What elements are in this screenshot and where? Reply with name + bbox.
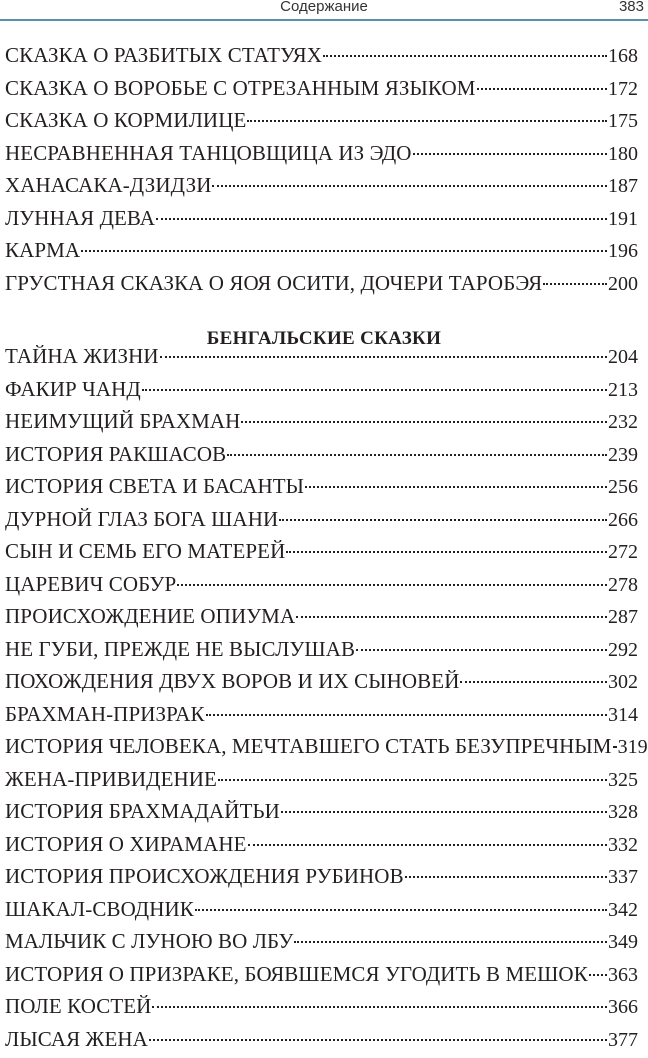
toc-entry [5, 270, 638, 303]
toc-entry-title: ИСТОРИЯ РАКШАСОВ [5, 441, 226, 467]
toc-entry-page: 239 [608, 442, 638, 468]
toc-entry [5, 172, 638, 205]
toc-entry-page: 349 [608, 929, 638, 955]
dot-leader [477, 88, 607, 90]
toc-entry-page: 319 [618, 734, 648, 760]
dot-leader [177, 584, 607, 586]
toc-entry-title: ДУРНОЙ ГЛАЗ БОГА ШАНИ [5, 506, 278, 532]
toc-entry-title: ИСТОРИЯ О ПРИЗРАКЕ, БОЯВШЕМСЯ УГОДИТЬ В МЕШОК [5, 961, 588, 987]
toc-entry-title: ФАКИР ЧАНД [5, 376, 141, 402]
dot-leader [160, 356, 607, 358]
toc-entry-title: ЦАРЕВИЧ СОБУР [5, 571, 176, 597]
dot-leader [294, 941, 607, 943]
toc-entry-page: 302 [608, 669, 638, 695]
header-rule [0, 19, 648, 21]
toc-entry-title: СКАЗКА О КОРМИЛИЦЕ [5, 107, 246, 133]
toc-entry [5, 441, 638, 474]
running-title: Содержание [0, 0, 648, 15]
toc-entry-page: 337 [608, 864, 638, 890]
toc-entry-page: 256 [608, 474, 638, 500]
dot-leader [460, 681, 607, 683]
toc-entry [5, 961, 638, 994]
toc-entry-title: НЕСРАВНЕННАЯ ТАНЦОВЩИЦА ИЗ ЭДО [5, 140, 412, 166]
toc-entry-title: СКАЗКА О РАЗБИТЫХ СТАТУЯХ [5, 42, 322, 68]
toc-entry-title: НЕИМУЩИЙ БРАХМАН [5, 408, 240, 434]
dot-leader [305, 486, 607, 488]
toc-entry [5, 896, 638, 929]
toc-entry [5, 42, 638, 75]
section-heading: БЕНГАЛЬСКИЕ СКАЗКИ [0, 328, 648, 350]
toc-entry [5, 798, 638, 831]
toc-entry-page: 342 [608, 897, 638, 923]
toc-entry [5, 636, 638, 669]
toc-entry-title: ИСТОРИЯ БРАХМАДАЙТЬИ [5, 798, 280, 824]
toc-entry-page: 314 [608, 702, 638, 728]
dot-leader [241, 421, 607, 423]
toc-entry-page: 292 [608, 637, 638, 663]
toc-entry-title: ИСТОРИЯ ПРОИСХОЖДЕНИЯ РУБИНОВ [5, 863, 404, 889]
dot-leader [613, 746, 617, 748]
toc-entry-title: ХАНАСАКА-ДЗИДЗИ [5, 172, 211, 198]
toc-entry-page: 325 [608, 767, 638, 793]
toc-entry-title: НЕ ГУБИ, ПРЕЖДЕ НЕ ВЫСЛУШАВ [5, 636, 355, 662]
toc-entry-page: 287 [608, 604, 638, 630]
toc-entry-page: 172 [608, 76, 638, 102]
dot-leader [212, 185, 607, 187]
toc-entry-title: ПОЛЕ КОСТЕЙ [5, 993, 151, 1019]
dot-leader [149, 1039, 607, 1041]
toc-entry-page: 204 [608, 344, 638, 370]
toc-entry-title: ЖЕНА-ПРИВИДЕНИЕ [5, 766, 217, 792]
toc-entry-title: КАРМА [5, 237, 80, 263]
toc-entry-title: ЛУННАЯ ДЕВА [5, 205, 155, 231]
toc-entry-title: БРАХМАН-ПРИЗРАК [5, 701, 205, 727]
dot-leader [405, 876, 607, 878]
toc-list-bengali [5, 343, 638, 1058]
toc-entry-title: ШАКАЛ-СВОДНИК [5, 896, 194, 922]
dot-leader [279, 519, 607, 521]
toc-entry-title: ИСТОРИЯ СВЕТА И БАСАНТЫ [5, 473, 304, 499]
toc-entry-page: 366 [608, 994, 638, 1020]
toc-entry [5, 928, 638, 961]
toc-entry-title: ПОХОЖДЕНИЯ ДВУХ ВОРОВ И ИХ СЫНОВЕЙ [5, 668, 459, 694]
toc-entry-page: 191 [608, 206, 638, 232]
toc-entry [5, 733, 638, 766]
toc-entry [5, 538, 638, 571]
dot-leader [296, 616, 607, 618]
dot-leader [227, 454, 607, 456]
toc-entry-title: МАЛЬЧИК С ЛУНОЮ ВО ЛБУ [5, 928, 293, 954]
toc-entry-page: 232 [608, 409, 638, 435]
dot-leader [286, 551, 607, 553]
dot-leader [206, 714, 607, 716]
toc-entry-page: 213 [608, 377, 638, 403]
toc-entry [5, 993, 638, 1026]
dot-leader [543, 283, 607, 285]
toc-entry-page: 180 [608, 141, 638, 167]
toc-entry-title: ПРОИСХОЖДЕНИЕ ОПИУМА [5, 603, 295, 629]
toc-entry [5, 75, 638, 108]
toc-entry-title: ЛЫСАЯ ЖЕНА [5, 1026, 148, 1052]
toc-entry [5, 237, 638, 270]
toc-entry [5, 668, 638, 701]
toc-entry [5, 473, 638, 506]
toc-entry-page: 196 [608, 238, 638, 264]
toc-entry [5, 107, 638, 140]
dot-leader [281, 811, 607, 813]
toc-entry-page: 332 [608, 832, 638, 858]
toc-entry [5, 506, 638, 539]
dot-leader [413, 153, 607, 155]
toc-entry-page: 272 [608, 539, 638, 565]
toc-entry-page: 363 [608, 962, 638, 988]
dot-leader [248, 844, 607, 846]
dot-leader [156, 218, 607, 220]
toc-entry [5, 205, 638, 238]
dot-leader [247, 120, 607, 122]
dot-leader [195, 909, 607, 911]
toc-entry-page: 168 [608, 43, 638, 69]
toc-entry [5, 766, 638, 799]
toc-entry [5, 571, 638, 604]
toc-entry [5, 343, 638, 376]
toc-entry-page: 200 [608, 271, 638, 297]
dot-leader [152, 1006, 607, 1008]
toc-entry-page: 278 [608, 572, 638, 598]
toc-entry-title: ТАЙНА ЖИЗНИ [5, 343, 159, 369]
toc-entry [5, 140, 638, 173]
toc-entry-title: ГРУСТНАЯ СКАЗКА О ЯОЯ ОСИТИ, ДОЧЕРИ ТАРОБЭЯ [5, 270, 542, 296]
toc-entry [5, 831, 638, 864]
dot-leader [356, 649, 607, 651]
toc-entry [5, 376, 638, 409]
toc-entry [5, 701, 638, 734]
toc-entry-title: ИСТОРИЯ ЧЕЛОВЕКА, МЕЧТАВШЕГО СТАТЬ БЕЗУПРЕЧНЫМ [5, 733, 612, 759]
toc-entry-title: СЫН И СЕМЬ ЕГО МАТЕРЕЙ [5, 538, 285, 564]
toc-entry [5, 1026, 638, 1058]
dot-leader [142, 389, 607, 391]
toc-entry-page: 377 [608, 1027, 638, 1053]
toc-entry-page: 187 [608, 173, 638, 199]
page-number: 383 [619, 0, 644, 15]
toc-entry-page: 266 [608, 507, 638, 533]
dot-leader [589, 974, 607, 976]
toc-entry-title: ИСТОРИЯ О ХИРАМАНЕ [5, 831, 247, 857]
toc-entry-page: 328 [608, 799, 638, 825]
dot-leader [323, 55, 607, 57]
dot-leader [218, 779, 607, 781]
toc-entry [5, 863, 638, 896]
toc-entry [5, 603, 638, 636]
toc-entry-title: СКАЗКА О ВОРОБЬЕ С ОТРЕЗАННЫМ ЯЗЫКОМ [5, 75, 476, 101]
toc-entry [5, 408, 638, 441]
running-head [0, 0, 648, 20]
dot-leader [81, 250, 607, 252]
toc-list-japanese [5, 42, 638, 302]
toc-entry-page: 175 [608, 108, 638, 134]
